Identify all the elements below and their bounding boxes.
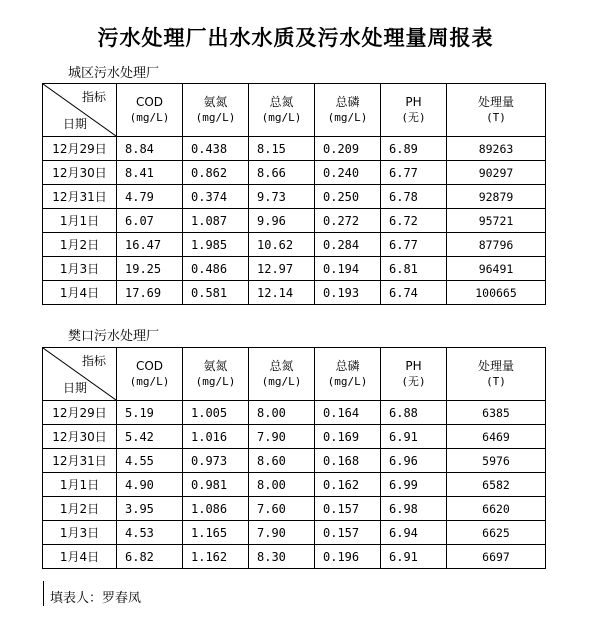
table-row [43,401,546,425]
table-row [43,161,546,185]
col-cod: COD (mg/L) [117,348,183,401]
corner-date-label: 日期 [63,117,88,131]
date-cell: 12月30日 [43,425,117,449]
tp-cell: 0.164 [315,401,381,425]
table-row [43,473,546,497]
table-row [43,521,546,545]
date-cell: 1月2日 [43,497,117,521]
table-row [43,209,546,233]
date-cell: 1月1日 [43,209,117,233]
cod-cell: 16.47 [117,233,183,257]
volume-cell: 92879 [447,185,546,209]
tp-cell: 0.162 [315,473,381,497]
nh3-cell: 1.165 [183,521,249,545]
tn-cell: 10.62 [249,233,315,257]
plant2-label: 樊口污水处理厂 [68,329,160,344]
date-cell: 12月31日 [43,185,117,209]
cod-cell: 4.53 [117,521,183,545]
corner-header [43,348,117,401]
volume-cell: 100665 [447,281,546,305]
volume-cell: 89263 [447,137,546,161]
nh3-cell: 0.438 [183,137,249,161]
tp-cell: 0.169 [315,425,381,449]
date-cell: 12月30日 [43,161,117,185]
tn-cell: 12.14 [249,281,315,305]
ph-cell: 6.81 [381,257,447,281]
volume-cell: 5976 [447,449,546,473]
nh3-cell: 0.862 [183,161,249,185]
tp-cell: 0.240 [315,161,381,185]
cod-cell: 3.95 [117,497,183,521]
volume-cell: 6620 [447,497,546,521]
tn-cell: 8.15 [249,137,315,161]
cod-cell: 8.41 [117,161,183,185]
date-cell: 1月4日 [43,281,117,305]
nh3-cell: 0.973 [183,449,249,473]
ph-cell: 6.72 [381,209,447,233]
nh3-cell: 1.086 [183,497,249,521]
cod-cell: 19.25 [117,257,183,281]
tp-cell: 0.250 [315,185,381,209]
col-tn: 总氮 (mg/L) [249,84,315,137]
nh3-cell: 0.981 [183,473,249,497]
tn-cell: 12.97 [249,257,315,281]
tp-cell: 0.193 [315,281,381,305]
cod-cell: 4.90 [117,473,183,497]
table-row [43,185,546,209]
col-volume: 处理量 (T) [447,348,546,401]
volume-cell: 87796 [447,233,546,257]
table-row [43,545,546,569]
nh3-cell: 1.016 [183,425,249,449]
tp-cell: 0.157 [315,521,381,545]
filler-name: 填表人：罗春凤 [50,591,142,606]
tn-cell: 9.96 [249,209,315,233]
col-cod: COD (mg/L) [117,84,183,137]
nh3-cell: 1.005 [183,401,249,425]
tn-cell: 7.90 [249,425,315,449]
volume-cell: 6469 [447,425,546,449]
cod-cell: 6.07 [117,209,183,233]
col-tp: 总磷 (mg/L) [315,84,381,137]
plant1-table [42,83,546,305]
cod-cell: 8.84 [117,137,183,161]
nh3-cell: 1.162 [183,545,249,569]
tp-cell: 0.209 [315,137,381,161]
col-volume: 处理量 (T) [447,84,546,137]
col-ph: PH (无) [381,348,447,401]
corner-indicator-label: 指标 [81,90,106,104]
table-row [43,425,546,449]
cod-cell: 5.19 [117,401,183,425]
plant2-table [42,347,546,569]
nh3-cell: 0.486 [183,257,249,281]
cod-cell: 17.69 [117,281,183,305]
cod-cell: 5.42 [117,425,183,449]
table-row [43,281,546,305]
volume-cell: 96491 [447,257,546,281]
tn-cell: 9.73 [249,185,315,209]
volume-cell: 6385 [447,401,546,425]
nh3-cell: 1.087 [183,209,249,233]
table-row [43,257,546,281]
tn-cell: 8.00 [249,401,315,425]
date-cell: 1月3日 [43,257,117,281]
ph-cell: 6.74 [381,281,447,305]
ph-cell: 6.88 [381,401,447,425]
tp-cell: 0.157 [315,497,381,521]
ph-cell: 6.94 [381,521,447,545]
cod-cell: 6.82 [117,545,183,569]
date-cell: 12月29日 [43,137,117,161]
nh3-cell: 1.985 [183,233,249,257]
volume-cell: 6582 [447,473,546,497]
ph-cell: 6.91 [381,545,447,569]
tp-cell: 0.196 [315,545,381,569]
footer-divider [43,581,44,606]
tp-cell: 0.168 [315,449,381,473]
corner-indicator-label: 指标 [81,354,106,368]
col-nh3: 氨氮 (mg/L) [183,348,249,401]
ph-cell: 6.98 [381,497,447,521]
ph-cell: 6.78 [381,185,447,209]
table-row [43,497,546,521]
volume-cell: 6625 [447,521,546,545]
col-tp: 总磷 (mg/L) [315,348,381,401]
volume-cell: 90297 [447,161,546,185]
tn-cell: 7.60 [249,497,315,521]
ph-cell: 6.77 [381,161,447,185]
date-cell: 1月2日 [43,233,117,257]
tn-cell: 8.60 [249,449,315,473]
corner-date-label: 日期 [63,381,88,395]
volume-cell: 6697 [447,545,546,569]
table-row [43,137,546,161]
ph-cell: 6.77 [381,233,447,257]
date-cell: 1月4日 [43,545,117,569]
col-tn: 总氮 (mg/L) [249,348,315,401]
ph-cell: 6.96 [381,449,447,473]
col-ph: PH (无) [381,84,447,137]
table-row [43,233,546,257]
nh3-cell: 0.581 [183,281,249,305]
nh3-cell: 0.374 [183,185,249,209]
ph-cell: 6.99 [381,473,447,497]
tn-cell: 7.90 [249,521,315,545]
ph-cell: 6.91 [381,425,447,449]
plant1-label: 城区污水处理厂 [68,66,160,81]
date-cell: 12月31日 [43,449,117,473]
tp-cell: 0.272 [315,209,381,233]
tp-cell: 0.194 [315,257,381,281]
tn-cell: 8.30 [249,545,315,569]
cod-cell: 4.79 [117,185,183,209]
tn-cell: 8.66 [249,161,315,185]
col-nh3: 氨氮 (mg/L) [183,84,249,137]
volume-cell: 95721 [447,209,546,233]
date-cell: 12月29日 [43,401,117,425]
report-title: 污水处理厂出水水质及污水处理量周报表 [97,26,494,50]
tn-cell: 8.00 [249,473,315,497]
cod-cell: 4.55 [117,449,183,473]
ph-cell: 6.89 [381,137,447,161]
corner-header [43,84,117,137]
tp-cell: 0.284 [315,233,381,257]
date-cell: 1月3日 [43,521,117,545]
date-cell: 1月1日 [43,473,117,497]
table-row [43,449,546,473]
